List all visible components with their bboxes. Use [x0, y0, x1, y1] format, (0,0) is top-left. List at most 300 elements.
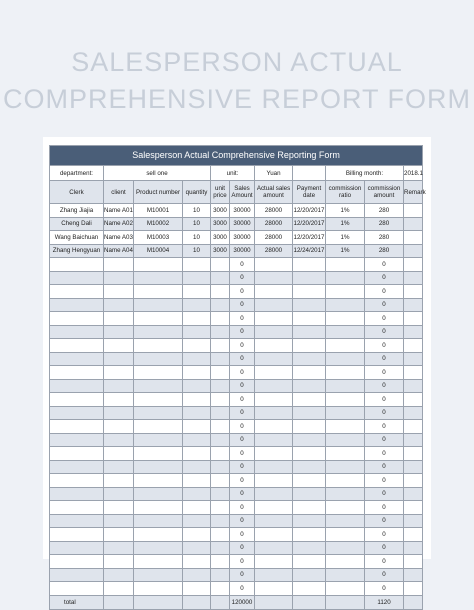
table-cell-remark[interactable]	[404, 271, 423, 285]
table-cell-quantity[interactable]: 10	[183, 204, 211, 218]
table-cell-sales-amount[interactable]: 0	[230, 420, 255, 434]
table-cell-payment-date[interactable]	[293, 339, 326, 353]
table-cell-remark[interactable]	[404, 379, 423, 393]
table-cell-client[interactable]	[104, 447, 134, 461]
table-cell-actual-sales-amount[interactable]	[255, 433, 293, 447]
table-cell-unit-price[interactable]: 3000	[211, 244, 230, 258]
table-cell-commission-amount[interactable]: 0	[365, 501, 404, 515]
table-cell-commission-ratio[interactable]	[326, 568, 365, 582]
table-cell-remark[interactable]	[404, 217, 423, 231]
table-cell-product-number[interactable]	[134, 271, 183, 285]
table-cell-clerk[interactable]	[50, 514, 104, 528]
table-cell-actual-sales-amount[interactable]	[255, 555, 293, 569]
table-cell-commission-amount[interactable]: 0	[365, 285, 404, 299]
table-cell-quantity[interactable]	[183, 487, 211, 501]
table-cell-product-number[interactable]	[134, 528, 183, 542]
table-cell-commission-ratio[interactable]	[326, 541, 365, 555]
table-cell-client[interactable]	[104, 325, 134, 339]
table-cell-clerk[interactable]	[50, 285, 104, 299]
table-cell-actual-sales-amount[interactable]: 28000	[255, 217, 293, 231]
table-cell-commission-ratio[interactable]	[326, 258, 365, 272]
table-cell-quantity[interactable]	[183, 420, 211, 434]
table-cell-unit-price[interactable]	[211, 393, 230, 407]
table-cell-payment-date[interactable]	[293, 474, 326, 488]
table-cell-payment-date[interactable]	[293, 447, 326, 461]
table-cell-quantity[interactable]	[183, 258, 211, 272]
table-cell-product-number[interactable]	[134, 433, 183, 447]
table-cell-remark[interactable]	[404, 501, 423, 515]
table-cell-payment-date[interactable]	[293, 487, 326, 501]
table-cell-actual-sales-amount[interactable]	[255, 393, 293, 407]
table-cell-payment-date[interactable]	[293, 271, 326, 285]
table-cell-commission-ratio[interactable]	[326, 474, 365, 488]
table-cell-client[interactable]	[104, 487, 134, 501]
table-cell-sales-amount[interactable]: 30000	[230, 244, 255, 258]
table-cell-quantity[interactable]	[183, 366, 211, 380]
table-cell-commission-ratio[interactable]	[326, 433, 365, 447]
table-cell-commission-ratio[interactable]	[326, 420, 365, 434]
table-cell-remark[interactable]	[404, 474, 423, 488]
table-cell-remark[interactable]	[404, 541, 423, 555]
table-cell-client[interactable]	[104, 541, 134, 555]
table-cell-client[interactable]: Name A03	[104, 231, 134, 245]
table-cell-unit-price[interactable]	[211, 555, 230, 569]
table-cell-sales-amount[interactable]: 0	[230, 514, 255, 528]
table-cell-sales-amount[interactable]: 0	[230, 447, 255, 461]
table-cell-unit-price[interactable]	[211, 582, 230, 596]
table-cell-client[interactable]	[104, 528, 134, 542]
table-cell-payment-date[interactable]	[293, 460, 326, 474]
table-cell-remark[interactable]	[404, 325, 423, 339]
table-cell-commission-amount[interactable]: 0	[365, 582, 404, 596]
table-cell-payment-date[interactable]	[293, 501, 326, 515]
table-cell-payment-date[interactable]: 12/20/2017	[293, 204, 326, 218]
table-cell-commission-ratio[interactable]: 1%	[326, 217, 365, 231]
table-cell-clerk[interactable]	[50, 339, 104, 353]
table-cell-quantity[interactable]	[183, 352, 211, 366]
table-cell-commission-ratio[interactable]	[326, 447, 365, 461]
table-cell-payment-date[interactable]	[293, 298, 326, 312]
table-cell-commission-ratio[interactable]	[326, 379, 365, 393]
table-cell-quantity[interactable]	[183, 582, 211, 596]
table-cell-product-number[interactable]	[134, 298, 183, 312]
table-cell-client[interactable]	[104, 379, 134, 393]
table-cell-commission-ratio[interactable]	[326, 325, 365, 339]
table-cell-sales-amount[interactable]: 0	[230, 271, 255, 285]
table-cell-clerk[interactable]	[50, 541, 104, 555]
table-cell-clerk[interactable]: Zhang Jiajia	[50, 204, 104, 218]
table-cell-clerk[interactable]	[50, 447, 104, 461]
table-cell-client[interactable]	[104, 393, 134, 407]
table-cell-sales-amount[interactable]: 0	[230, 379, 255, 393]
table-cell-product-number[interactable]	[134, 582, 183, 596]
table-cell-remark[interactable]	[404, 433, 423, 447]
table-cell-commission-ratio[interactable]	[326, 514, 365, 528]
table-cell-actual-sales-amount[interactable]	[255, 285, 293, 299]
table-cell-commission-amount[interactable]: 0	[365, 514, 404, 528]
table-cell-clerk[interactable]	[50, 312, 104, 326]
table-cell-product-number[interactable]	[134, 514, 183, 528]
table-cell-clerk[interactable]	[50, 420, 104, 434]
table-cell-sales-amount[interactable]: 0	[230, 285, 255, 299]
table-cell-unit-price[interactable]	[211, 420, 230, 434]
table-cell-commission-amount[interactable]: 0	[365, 312, 404, 326]
table-cell-product-number[interactable]	[134, 379, 183, 393]
table-cell-actual-sales-amount[interactable]	[255, 474, 293, 488]
table-cell-payment-date[interactable]	[293, 312, 326, 326]
table-cell-product-number[interactable]	[134, 541, 183, 555]
table-cell-clerk[interactable]	[50, 258, 104, 272]
table-cell-sales-amount[interactable]: 0	[230, 460, 255, 474]
table-cell-product-number[interactable]	[134, 393, 183, 407]
table-cell-unit-price[interactable]	[211, 312, 230, 326]
table-cell-commission-ratio[interactable]	[326, 460, 365, 474]
table-cell-product-number[interactable]: M10002	[134, 217, 183, 231]
table-cell-commission-amount[interactable]: 0	[365, 474, 404, 488]
table-cell-product-number[interactable]: M10001	[134, 204, 183, 218]
table-cell-clerk[interactable]	[50, 555, 104, 569]
table-cell-client[interactable]	[104, 433, 134, 447]
table-cell-clerk[interactable]	[50, 528, 104, 542]
table-cell-commission-ratio[interactable]	[326, 339, 365, 353]
table-cell-client[interactable]	[104, 501, 134, 515]
table-cell-commission-amount[interactable]: 280	[365, 204, 404, 218]
table-cell-clerk[interactable]	[50, 487, 104, 501]
table-cell-sales-amount[interactable]: 0	[230, 366, 255, 380]
table-cell-unit-price[interactable]: 3000	[211, 204, 230, 218]
table-cell-payment-date[interactable]	[293, 555, 326, 569]
table-cell-unit-price[interactable]	[211, 258, 230, 272]
table-cell-commission-ratio[interactable]	[326, 366, 365, 380]
table-cell-client[interactable]	[104, 258, 134, 272]
table-cell-sales-amount[interactable]: 0	[230, 487, 255, 501]
table-cell-commission-ratio[interactable]	[326, 312, 365, 326]
table-cell-quantity[interactable]	[183, 379, 211, 393]
table-cell-commission-ratio[interactable]	[326, 352, 365, 366]
table-cell-client[interactable]: Name A02	[104, 217, 134, 231]
table-cell-actual-sales-amount[interactable]	[255, 271, 293, 285]
table-cell-product-number[interactable]: M10004	[134, 244, 183, 258]
table-cell-commission-amount[interactable]: 0	[365, 406, 404, 420]
table-cell-remark[interactable]	[404, 393, 423, 407]
table-cell-sales-amount[interactable]: 0	[230, 352, 255, 366]
table-cell-quantity[interactable]	[183, 325, 211, 339]
table-cell-remark[interactable]	[404, 204, 423, 218]
table-cell-unit-price[interactable]	[211, 406, 230, 420]
table-cell-remark[interactable]	[404, 555, 423, 569]
table-cell-product-number[interactable]	[134, 258, 183, 272]
table-cell-product-number[interactable]	[134, 366, 183, 380]
table-cell-actual-sales-amount[interactable]	[255, 582, 293, 596]
table-cell-unit-price[interactable]	[211, 285, 230, 299]
table-cell-remark[interactable]	[404, 285, 423, 299]
table-cell-clerk[interactable]	[50, 582, 104, 596]
table-cell-clerk[interactable]	[50, 501, 104, 515]
table-cell-product-number[interactable]	[134, 474, 183, 488]
table-cell-sales-amount[interactable]: 30000	[230, 217, 255, 231]
table-cell-product-number[interactable]	[134, 447, 183, 461]
table-cell-unit-price[interactable]	[211, 379, 230, 393]
table-cell-sales-amount[interactable]: 0	[230, 582, 255, 596]
table-cell-commission-amount[interactable]: 0	[365, 528, 404, 542]
table-cell-commission-ratio[interactable]	[326, 555, 365, 569]
table-cell-payment-date[interactable]	[293, 406, 326, 420]
table-cell-payment-date[interactable]	[293, 541, 326, 555]
table-cell-payment-date[interactable]: 12/20/2017	[293, 231, 326, 245]
table-cell-sales-amount[interactable]: 0	[230, 501, 255, 515]
table-cell-actual-sales-amount[interactable]	[255, 420, 293, 434]
table-cell-unit-price[interactable]: 3000	[211, 231, 230, 245]
table-cell-commission-ratio[interactable]	[326, 582, 365, 596]
table-cell-commission-amount[interactable]: 280	[365, 244, 404, 258]
table-cell-remark[interactable]	[404, 298, 423, 312]
table-cell-commission-amount[interactable]: 0	[365, 555, 404, 569]
table-cell-remark[interactable]	[404, 487, 423, 501]
table-cell-sales-amount[interactable]: 0	[230, 325, 255, 339]
table-cell-actual-sales-amount[interactable]	[255, 339, 293, 353]
table-cell-payment-date[interactable]	[293, 285, 326, 299]
table-cell-clerk[interactable]	[50, 433, 104, 447]
table-cell-sales-amount[interactable]: 0	[230, 298, 255, 312]
table-cell-remark[interactable]	[404, 352, 423, 366]
table-cell-commission-amount[interactable]: 0	[365, 339, 404, 353]
table-cell-commission-amount[interactable]: 0	[365, 487, 404, 501]
table-cell-payment-date[interactable]	[293, 514, 326, 528]
table-cell-product-number[interactable]	[134, 325, 183, 339]
table-cell-commission-ratio[interactable]	[326, 285, 365, 299]
table-cell-remark[interactable]	[404, 406, 423, 420]
table-cell-clerk[interactable]	[50, 568, 104, 582]
table-cell-unit-price[interactable]	[211, 325, 230, 339]
table-cell-commission-amount[interactable]: 280	[365, 217, 404, 231]
table-cell-commission-ratio[interactable]	[326, 298, 365, 312]
table-cell-commission-ratio[interactable]	[326, 406, 365, 420]
table-cell-commission-ratio[interactable]: 1%	[326, 231, 365, 245]
table-cell-remark[interactable]	[404, 447, 423, 461]
table-cell-unit-price[interactable]	[211, 298, 230, 312]
table-cell-client[interactable]	[104, 339, 134, 353]
table-cell-quantity[interactable]	[183, 312, 211, 326]
table-cell-actual-sales-amount[interactable]	[255, 406, 293, 420]
table-cell-client[interactable]	[104, 582, 134, 596]
table-cell-unit-price[interactable]	[211, 352, 230, 366]
table-cell-client[interactable]	[104, 568, 134, 582]
table-cell-quantity[interactable]	[183, 406, 211, 420]
table-cell-sales-amount[interactable]: 30000	[230, 231, 255, 245]
table-cell-remark[interactable]	[404, 420, 423, 434]
table-cell-client[interactable]: Name A04	[104, 244, 134, 258]
table-cell-product-number[interactable]	[134, 501, 183, 515]
table-cell-commission-ratio[interactable]	[326, 487, 365, 501]
table-cell-quantity[interactable]	[183, 568, 211, 582]
table-cell-clerk[interactable]: Cheng Dali	[50, 217, 104, 231]
table-cell-sales-amount[interactable]: 0	[230, 406, 255, 420]
table-cell-actual-sales-amount[interactable]	[255, 258, 293, 272]
table-cell-quantity[interactable]	[183, 339, 211, 353]
table-cell-commission-amount[interactable]: 0	[365, 271, 404, 285]
table-cell-client[interactable]	[104, 514, 134, 528]
table-cell-product-number[interactable]	[134, 285, 183, 299]
table-cell-client[interactable]	[104, 474, 134, 488]
table-cell-quantity[interactable]	[183, 433, 211, 447]
table-cell-client[interactable]: Name A01	[104, 204, 134, 218]
table-cell-remark[interactable]	[404, 258, 423, 272]
table-cell-remark[interactable]	[404, 514, 423, 528]
table-cell-payment-date[interactable]	[293, 325, 326, 339]
table-cell-payment-date[interactable]	[293, 393, 326, 407]
table-cell-actual-sales-amount[interactable]	[255, 312, 293, 326]
table-cell-actual-sales-amount[interactable]	[255, 460, 293, 474]
table-cell-commission-ratio[interactable]	[326, 271, 365, 285]
table-cell-commission-amount[interactable]: 0	[365, 258, 404, 272]
table-cell-client[interactable]	[104, 298, 134, 312]
table-cell-sales-amount[interactable]: 0	[230, 258, 255, 272]
table-cell-product-number[interactable]	[134, 460, 183, 474]
table-cell-actual-sales-amount[interactable]	[255, 528, 293, 542]
table-cell-unit-price[interactable]	[211, 339, 230, 353]
table-cell-client[interactable]	[104, 285, 134, 299]
table-cell-quantity[interactable]: 10	[183, 231, 211, 245]
table-cell-commission-amount[interactable]: 0	[365, 541, 404, 555]
table-cell-client[interactable]	[104, 420, 134, 434]
table-cell-payment-date[interactable]	[293, 582, 326, 596]
table-cell-actual-sales-amount[interactable]	[255, 352, 293, 366]
table-cell-client[interactable]	[104, 312, 134, 326]
table-cell-unit-price[interactable]	[211, 487, 230, 501]
table-cell-commission-amount[interactable]: 0	[365, 393, 404, 407]
table-cell-unit-price[interactable]	[211, 474, 230, 488]
table-cell-clerk[interactable]	[50, 352, 104, 366]
table-cell-sales-amount[interactable]: 0	[230, 393, 255, 407]
table-cell-clerk[interactable]	[50, 366, 104, 380]
table-cell-client[interactable]	[104, 271, 134, 285]
table-cell-actual-sales-amount[interactable]	[255, 487, 293, 501]
table-cell-unit-price[interactable]	[211, 447, 230, 461]
table-cell-actual-sales-amount[interactable]	[255, 379, 293, 393]
table-cell-commission-ratio[interactable]: 1%	[326, 244, 365, 258]
table-cell-clerk[interactable]	[50, 298, 104, 312]
table-cell-quantity[interactable]: 10	[183, 244, 211, 258]
table-cell-sales-amount[interactable]: 30000	[230, 204, 255, 218]
table-cell-clerk[interactable]	[50, 325, 104, 339]
table-cell-actual-sales-amount[interactable]	[255, 514, 293, 528]
table-cell-unit-price[interactable]	[211, 433, 230, 447]
table-cell-clerk[interactable]	[50, 379, 104, 393]
table-cell-payment-date[interactable]	[293, 352, 326, 366]
table-cell-payment-date[interactable]: 12/24/2017	[293, 244, 326, 258]
table-cell-actual-sales-amount[interactable]	[255, 325, 293, 339]
table-cell-sales-amount[interactable]: 0	[230, 555, 255, 569]
table-cell-remark[interactable]	[404, 460, 423, 474]
table-cell-sales-amount[interactable]: 0	[230, 433, 255, 447]
table-cell-payment-date[interactable]	[293, 366, 326, 380]
table-cell-remark[interactable]	[404, 312, 423, 326]
table-cell-commission-amount[interactable]: 0	[365, 460, 404, 474]
table-cell-commission-amount[interactable]: 0	[365, 568, 404, 582]
table-cell-quantity[interactable]	[183, 528, 211, 542]
table-cell-quantity[interactable]	[183, 501, 211, 515]
table-cell-unit-price[interactable]: 3000	[211, 217, 230, 231]
table-cell-sales-amount[interactable]: 0	[230, 339, 255, 353]
table-cell-remark[interactable]	[404, 244, 423, 258]
table-cell-remark[interactable]	[404, 231, 423, 245]
table-cell-quantity[interactable]	[183, 474, 211, 488]
table-cell-quantity[interactable]	[183, 555, 211, 569]
table-cell-actual-sales-amount[interactable]: 28000	[255, 231, 293, 245]
table-cell-clerk[interactable]	[50, 393, 104, 407]
table-cell-payment-date[interactable]	[293, 258, 326, 272]
table-cell-unit-price[interactable]	[211, 568, 230, 582]
table-cell-payment-date[interactable]	[293, 433, 326, 447]
table-cell-remark[interactable]	[404, 528, 423, 542]
table-cell-commission-amount[interactable]: 0	[365, 379, 404, 393]
table-cell-payment-date[interactable]	[293, 379, 326, 393]
table-cell-quantity[interactable]	[183, 393, 211, 407]
table-cell-sales-amount[interactable]: 0	[230, 541, 255, 555]
table-cell-actual-sales-amount[interactable]	[255, 501, 293, 515]
table-cell-payment-date[interactable]	[293, 568, 326, 582]
table-cell-commission-amount[interactable]: 0	[365, 325, 404, 339]
table-cell-actual-sales-amount[interactable]	[255, 366, 293, 380]
table-cell-commission-ratio[interactable]	[326, 393, 365, 407]
table-cell-actual-sales-amount[interactable]: 28000	[255, 204, 293, 218]
table-cell-quantity[interactable]	[183, 541, 211, 555]
table-cell-payment-date[interactable]	[293, 420, 326, 434]
table-cell-commission-amount[interactable]: 0	[365, 420, 404, 434]
table-cell-sales-amount[interactable]: 0	[230, 528, 255, 542]
table-cell-commission-amount[interactable]: 0	[365, 352, 404, 366]
table-cell-payment-date[interactable]: 12/20/2017	[293, 217, 326, 231]
table-cell-quantity[interactable]	[183, 447, 211, 461]
table-cell-commission-amount[interactable]: 0	[365, 447, 404, 461]
table-cell-commission-amount[interactable]: 0	[365, 433, 404, 447]
table-cell-clerk[interactable]	[50, 271, 104, 285]
table-cell-unit-price[interactable]	[211, 501, 230, 515]
table-cell-remark[interactable]	[404, 568, 423, 582]
table-cell-commission-amount[interactable]: 280	[365, 231, 404, 245]
table-cell-commission-amount[interactable]: 0	[365, 366, 404, 380]
table-cell-product-number[interactable]	[134, 568, 183, 582]
table-cell-product-number[interactable]	[134, 555, 183, 569]
table-cell-actual-sales-amount[interactable]	[255, 541, 293, 555]
table-cell-client[interactable]	[104, 366, 134, 380]
table-cell-client[interactable]	[104, 406, 134, 420]
table-cell-actual-sales-amount[interactable]: 28000	[255, 244, 293, 258]
table-cell-clerk[interactable]	[50, 406, 104, 420]
table-cell-unit-price[interactable]	[211, 271, 230, 285]
table-cell-quantity[interactable]	[183, 514, 211, 528]
table-cell-product-number[interactable]	[134, 339, 183, 353]
table-cell-unit-price[interactable]	[211, 528, 230, 542]
table-cell-quantity[interactable]: 10	[183, 217, 211, 231]
table-cell-commission-ratio[interactable]: 1%	[326, 204, 365, 218]
table-cell-unit-price[interactable]	[211, 366, 230, 380]
table-cell-commission-amount[interactable]: 0	[365, 298, 404, 312]
table-cell-product-number[interactable]	[134, 406, 183, 420]
table-cell-clerk[interactable]: Zhang Hengyuan	[50, 244, 104, 258]
table-cell-sales-amount[interactable]: 0	[230, 568, 255, 582]
table-cell-sales-amount[interactable]: 0	[230, 474, 255, 488]
table-cell-quantity[interactable]	[183, 285, 211, 299]
table-cell-unit-price[interactable]	[211, 541, 230, 555]
table-cell-actual-sales-amount[interactable]	[255, 568, 293, 582]
table-cell-quantity[interactable]	[183, 460, 211, 474]
table-cell-remark[interactable]	[404, 339, 423, 353]
table-cell-actual-sales-amount[interactable]	[255, 298, 293, 312]
table-cell-quantity[interactable]	[183, 298, 211, 312]
table-cell-actual-sales-amount[interactable]	[255, 447, 293, 461]
table-cell-product-number[interactable]	[134, 312, 183, 326]
